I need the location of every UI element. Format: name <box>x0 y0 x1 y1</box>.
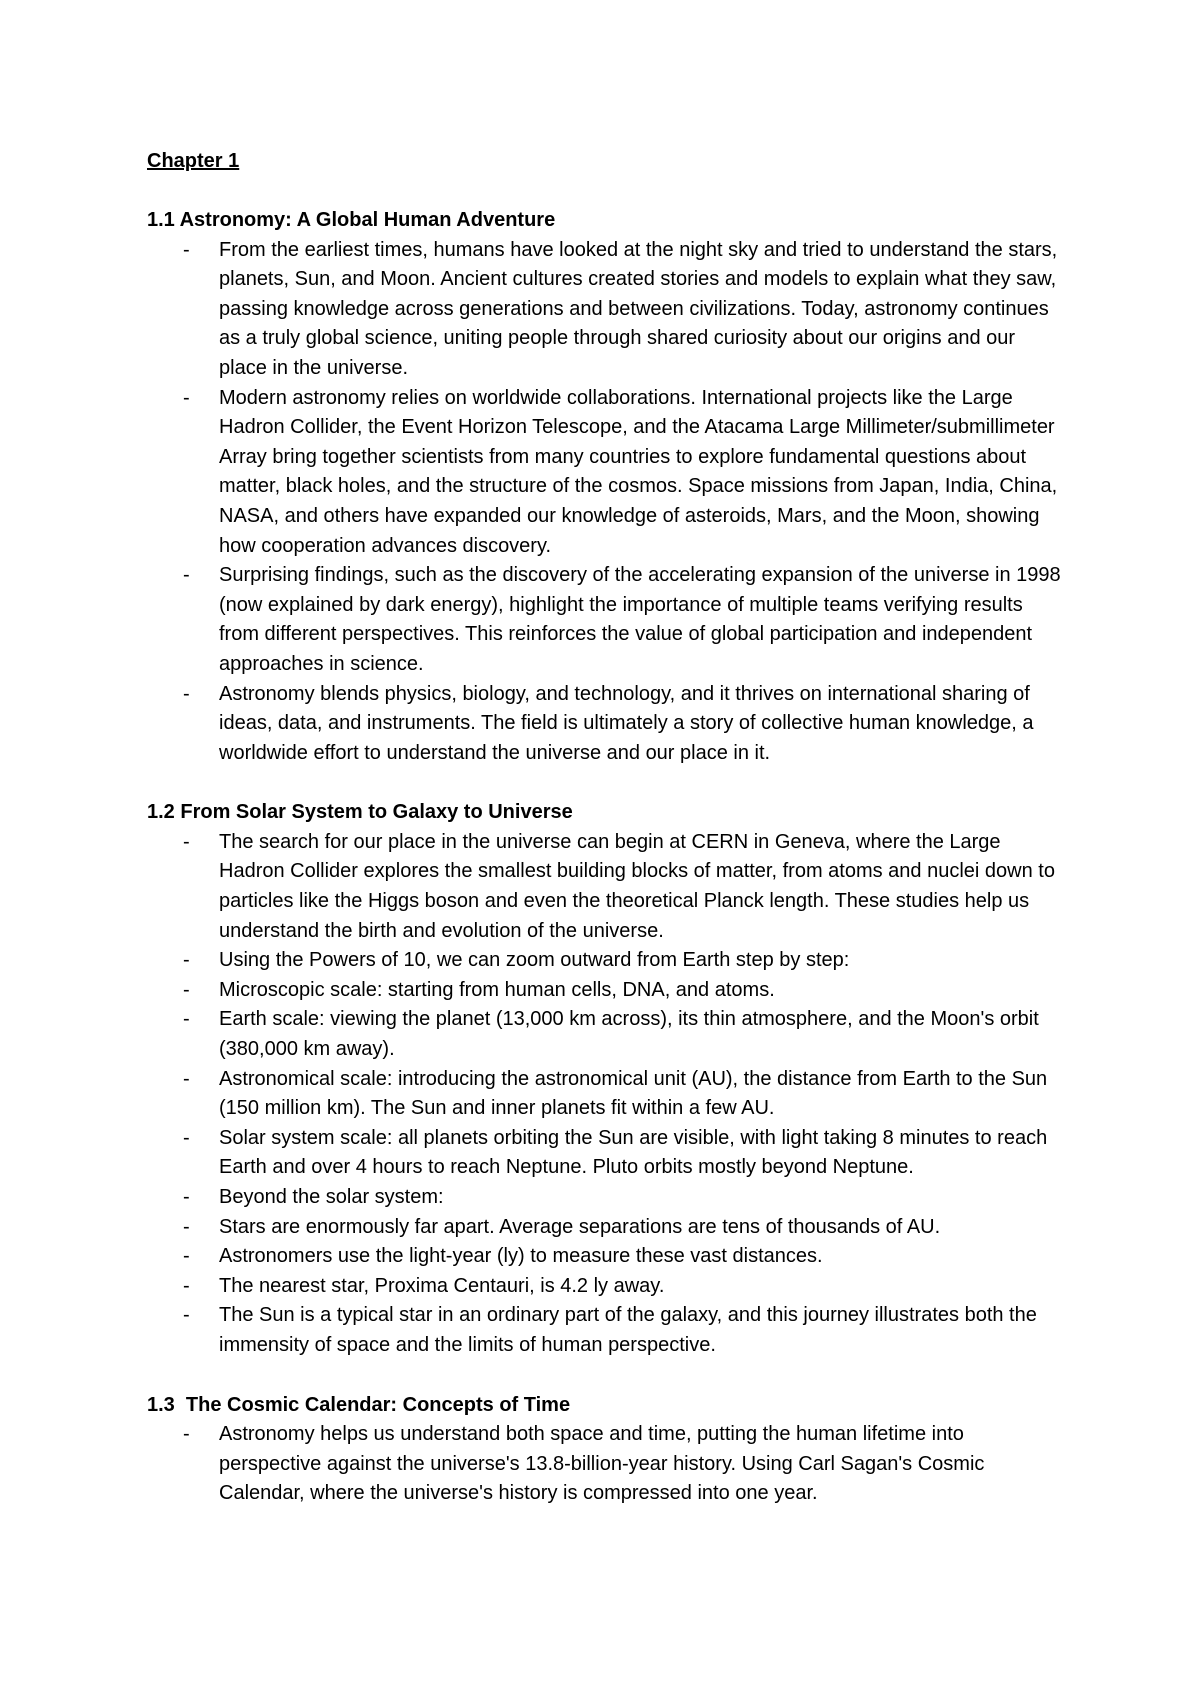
list-item <box>147 1124 1067 1183</box>
list-item <box>147 1420 1067 1509</box>
section-heading: 1.3 The Cosmic Calendar: Concepts of Time <box>147 1393 571 1416</box>
list-item <box>147 1213 1067 1243</box>
bullet-text: Astronomy helps us understand both space and time, putting the human lifetime into perspective against the universe's 13.8-billion-year history. Using Carl Sagan's Cosmic Calendar, where the universe's history is compressed into one year. <box>219 1423 985 1505</box>
bullet-list <box>147 1420 1067 1509</box>
list-item <box>147 680 1067 769</box>
list-item <box>147 1183 1067 1213</box>
section-1-1 <box>147 206 1067 768</box>
bullet-dash: - <box>183 1274 190 1297</box>
chapter-title: Chapter 1 <box>147 150 240 172</box>
bullet-dash: - <box>183 238 190 261</box>
bullet-text: From the earliest times, humans have looked at the night sky and tried to understand the stars, planets, Sun, and Moon. Ancient cultures created stories and models to explain what they saw, passing knowledge across generations and between civilizations. Today, astronomy continues as a truly global science, uniting people through shared curiosity about our origins and our place in the universe. <box>219 238 1058 379</box>
bullet-text: The nearest star, Proxima Centauri, is 4.2 ly away. <box>219 1274 665 1297</box>
bullet-text: Solar system scale: all planets orbiting the Sun are visible, with light taking 8 minutes to reach Earth and over 4 hours to reach Neptune. Pluto orbits mostly beyond Neptune. <box>219 1126 1048 1179</box>
list-item <box>147 828 1067 946</box>
section-heading: 1.2 From Solar System to Galaxy to Universe <box>147 801 573 824</box>
section-heading: 1.1 Astronomy: A Global Human Adventure <box>147 209 556 231</box>
bullet-dash: - <box>183 1245 190 1268</box>
bullet-dash: - <box>183 1304 190 1327</box>
list-item <box>147 976 1067 1006</box>
bullet-dash: - <box>183 1126 190 1149</box>
list-item <box>147 561 1067 679</box>
bullet-dash: - <box>183 978 190 1001</box>
bullet-dash: - <box>183 949 190 972</box>
list-item <box>147 384 1067 562</box>
list-item <box>147 236 1067 384</box>
bullet-text: Modern astronomy relies on worldwide collaborations. International projects like the Large Hadron Collider, the Event Horizon Telescope, and the Atacama Large Millimeter/submillimeter Array bring together scientists from many countries to explore fundamental questions about matter, black holes, and the structure of the cosmos. Space missions from Japan, India, China, NASA, and others have expanded our knowledge of asteroids, Mars, and the Moon, showing how cooperation advances discovery. <box>219 386 1058 557</box>
list-item <box>147 946 1067 976</box>
bullet-text: Surprising findings, such as the discovery of the accelerating expansion of the universe in 1998 (now explained by dark energy), highlight the importance of multiple teams verifying results from different perspectives. This reinforces the value of global participation and independent approaches in science. <box>219 564 1061 675</box>
bullet-text: The Sun is a typical star in an ordinary part of the galaxy, and this journey illustrates both the immensity of space and the limits of human perspective. <box>219 1304 1037 1356</box>
bullet-dash: - <box>183 386 190 409</box>
bullet-dash: - <box>183 1067 190 1090</box>
bullet-text: Beyond the solar system: <box>219 1186 444 1208</box>
bullet-text: Earth scale: viewing the planet (13,000 km across), its thin atmosphere, and the Moon's orbit (380,000 km away). <box>219 1008 1039 1061</box>
bullet-dash: - <box>183 830 190 853</box>
bullet-text: Astronomers use the light-year (ly) to measure these vast distances. <box>219 1245 823 1268</box>
bullet-dash: - <box>183 682 190 705</box>
list-item <box>147 1301 1067 1360</box>
list-item <box>147 1065 1067 1124</box>
bullet-text: The search for our place in the universe can begin at CERN in Geneva, where the Large Hadron Collider explores the smallest building blocks of matter, from atoms and nuclei down to particles like the Higgs boson and even the theoretical Planck length. These studies help us understand the birth and evolution of the universe. <box>219 830 1055 942</box>
bullet-dash: - <box>183 1423 190 1446</box>
section-1-3 <box>147 1391 1067 1509</box>
bullet-text: Using the Powers of 10, we can zoom outward from Earth step by step: <box>219 949 850 972</box>
bullet-list <box>147 828 1067 1361</box>
bullet-text: Astronomical scale: introducing the astronomical unit (AU), the distance from Earth to the Sun (150 million km). The Sun and inner planets fit within a few AU. <box>219 1067 1048 1120</box>
list-item <box>147 1242 1067 1272</box>
bullet-text: Astronomy blends physics, biology, and technology, and it thrives on international sharing of ideas, data, and instruments. The field is ultimately a story of collective human knowledge, a worldwide effort to understand the universe and our place in it. <box>219 682 1034 764</box>
list-item <box>147 1272 1067 1302</box>
bullet-dash: - <box>183 1215 190 1238</box>
bullet-text: Microscopic scale: starting from human cells, DNA, and atoms. <box>219 978 775 1001</box>
bullet-list <box>147 236 1067 769</box>
bullet-dash: - <box>183 564 190 587</box>
list-item <box>147 1005 1067 1064</box>
section-1-2 <box>147 798 1067 1360</box>
bullet-text: Stars are enormously far apart. Average separations are tens of thousands of AU. <box>219 1215 941 1238</box>
document-body <box>147 146 1067 1539</box>
bullet-dash: - <box>183 1186 190 1208</box>
bullet-dash: - <box>183 1008 190 1031</box>
